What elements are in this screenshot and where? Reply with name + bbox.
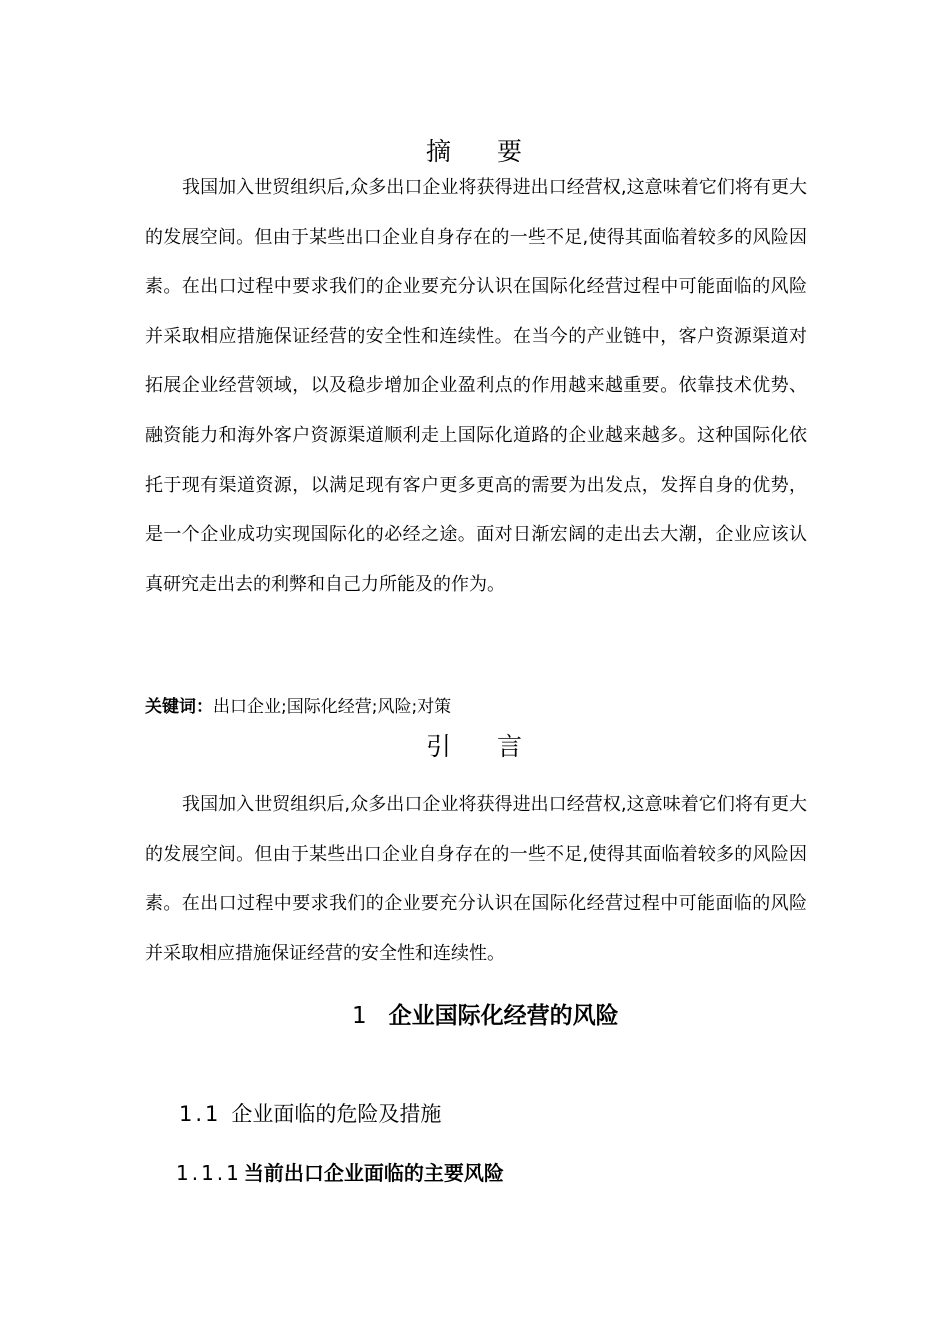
section-1-1-heading bbox=[179, 1097, 441, 1131]
section-1-1-1-number: 1.1.1 bbox=[176, 1161, 242, 1185]
introduction-body-paragraph bbox=[145, 780, 807, 978]
introduction-title-part2: 言 bbox=[497, 732, 525, 761]
introduction-body-text: 我国加入世贸组织后,众多出口企业将获得进出口经营权,这意味着它们将有更大的发展空间。但由于某些出口企业自身存在的一些不足,使得其面临着较多的风险因素。在出口过程中要求我们的企业要充分认识在国际化经营过程中可能面临的风险并采取相应措施保证经营的安全性和连续性。 bbox=[145, 794, 807, 964]
keywords-label: 关键词： bbox=[145, 697, 213, 717]
introduction-title bbox=[0, 729, 950, 765]
abstract-title-part2: 要 bbox=[497, 137, 525, 166]
section-1-heading bbox=[352, 998, 619, 1034]
section-1-1-title: 企业面临的危险及措施 bbox=[231, 1102, 442, 1126]
keywords-line bbox=[145, 693, 451, 721]
section-1-title: 企业国际化经营的风险 bbox=[388, 1003, 619, 1029]
section-1-number: 1 bbox=[352, 1003, 367, 1029]
abstract-title-part1: 摘 bbox=[425, 137, 453, 166]
section-1-1-number: 1.1 bbox=[179, 1102, 222, 1126]
section-1-1-1-title: 当前出口企业面临的主要风险 bbox=[243, 1161, 504, 1185]
introduction-title-part1: 引 bbox=[425, 732, 453, 761]
keywords-value: 出口企业;国际化经营;风险;对策 bbox=[213, 697, 452, 717]
abstract-body-paragraph bbox=[145, 163, 807, 609]
section-1-1-1-heading bbox=[176, 1156, 504, 1190]
abstract-body-text: 我国加入世贸组织后,众多出口企业将获得进出口经营权,这意味着它们将有更大的发展空间。但由于某些出口企业自身存在的一些不足,使得其面临着较多的风险因素。在出口过程中要求我们的企业要充分认识在国际化经营过程中可能面临的风险并采取相应措施保证经营的安全性和连续性。在当今的产业链中，客户资源渠道对拓展企业经营领域，以及稳步增加企业盈利点的作用越来越重要。依靠技术优势、融资能力和海外客户资源渠道顺利走上国际化道路的企业越来越多。这种国际化依托于现有渠道资源，以满足现有客户更多更高的需要为出发点，发挥自身的优势，是一个企业成功实现国际化的必经之途。面对日渐宏阔的走出去大潮，企业应该认真研究走出去的利弊和自己力所能及的作为。 bbox=[145, 177, 807, 595]
